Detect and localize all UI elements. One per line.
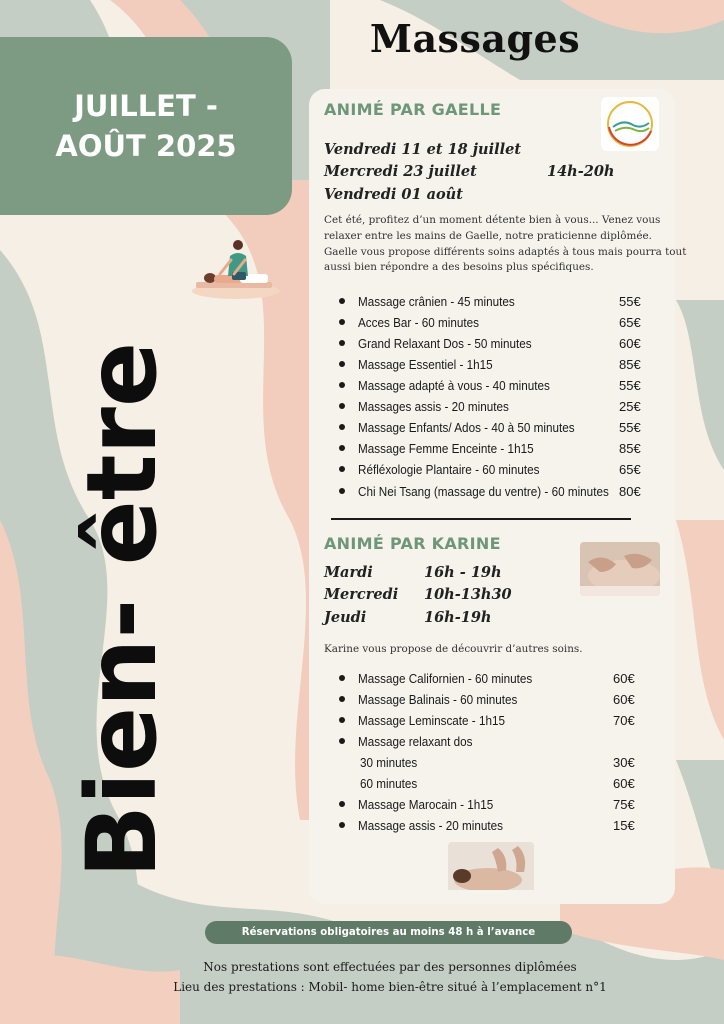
- schedule-hours: 10h-13h30: [424, 586, 512, 603]
- price-item-value: 15€: [613, 818, 635, 833]
- price-item-value: 60€: [613, 692, 635, 707]
- description-line: Cet été, profitez d’un moment détente bien à vous... Venez vous: [324, 214, 661, 226]
- price-item-label: 30 minutes: [360, 755, 418, 770]
- price-item-label: 60 minutes: [360, 776, 418, 791]
- price-item-value: 75€: [613, 797, 635, 812]
- price-item-value: 60€: [619, 336, 641, 351]
- reservation-banner-text: Réservations obligatoires au moins 48 h à l’avance: [241, 927, 536, 938]
- bullet-icon: [339, 738, 345, 744]
- bullet-icon: [339, 675, 345, 681]
- dates-line-2: AOÛT 2025: [55, 129, 237, 163]
- price-item-value: 80€: [619, 484, 641, 499]
- bullet-icon: [339, 717, 345, 723]
- bullet-icon: [339, 403, 345, 409]
- price-item-label: Massage adapté à vous - 40 minutes: [358, 378, 550, 393]
- footer-line-2: Lieu des prestations : Mobil- home bien-être situé à l’emplacement n°1: [173, 980, 607, 994]
- bullet-icon: [339, 466, 345, 472]
- price-item-label: Massage relaxant dos: [358, 734, 473, 749]
- bullet-icon: [339, 696, 345, 702]
- price-item-label: Massage Femme Enceinte - 1h15: [358, 441, 534, 456]
- relaxing-massage-photo-icon: [448, 842, 534, 900]
- price-item-value: 55€: [619, 420, 641, 435]
- page-title: Massages: [369, 16, 581, 61]
- bullet-icon: [339, 424, 345, 430]
- description-line: relaxer entre les mains de Gaelle, notre praticienne diplômée.: [324, 229, 652, 242]
- bullet-icon: [339, 445, 345, 451]
- bullet-icon: [339, 801, 345, 807]
- price-item-value: 25€: [619, 399, 641, 414]
- bullet-icon: [339, 488, 345, 494]
- bullet-icon: [339, 382, 345, 388]
- logo-icon: [601, 97, 659, 151]
- schedule-day: Jeudi: [324, 609, 367, 626]
- price-item-label: Massage Marocain - 1h15: [358, 797, 494, 812]
- price-item-label: Massage Balinais - 60 minutes: [358, 692, 518, 707]
- karine-description: Karine vous propose de découvrir d’autres soins.: [324, 643, 583, 655]
- price-item-label: Massages assis - 20 minutes: [358, 399, 509, 414]
- price-item-value: 70€: [613, 713, 635, 728]
- price-item-value: 60€: [613, 671, 635, 686]
- section-title-gaelle: ANIMÉ PAR GAELLE: [324, 100, 502, 119]
- schedule-hours: 16h - 19h: [424, 564, 502, 581]
- price-item-label: Réfléxologie Plantaire - 60 minutes: [358, 462, 540, 477]
- bullet-icon: [339, 822, 345, 828]
- schedule-hours: 14h-20h: [547, 163, 615, 180]
- reservation-banner: [205, 921, 572, 944]
- bullet-icon: [339, 340, 345, 346]
- price-item-value: 55€: [619, 294, 641, 309]
- price-item-label: Acces Bar - 60 minutes: [358, 315, 479, 330]
- section-title-karine: ANIMÉ PAR KARINE: [324, 534, 501, 553]
- gaelle-description: [324, 213, 686, 276]
- price-item-value: 85€: [619, 441, 641, 456]
- price-item-label: Massage Essentiel - 1h15: [358, 357, 493, 372]
- description-line: Gaelle vous propose différents soins adaptés à tous mais pourra tout: [324, 245, 687, 258]
- price-item-label: Massage Californien - 60 minutes: [358, 671, 533, 686]
- schedule-day: Mercredi 23 juillet: [324, 163, 477, 180]
- price-item-value: 60€: [613, 776, 635, 791]
- price-item-value: 65€: [619, 315, 641, 330]
- back-massage-photo-icon: [580, 542, 660, 596]
- dates-line-1: JUILLET -: [74, 89, 218, 123]
- price-item-value: 85€: [619, 357, 641, 372]
- schedule-day: Mardi: [324, 564, 373, 581]
- price-item-label: Massage assis - 20 minutes: [358, 818, 504, 833]
- price-item-label: Massage Enfants/ Ados - 40 à 50 minutes: [358, 420, 575, 435]
- price-item-value: 55€: [619, 378, 641, 393]
- bullet-icon: [339, 319, 345, 325]
- section-divider: [331, 518, 631, 520]
- date-box: [0, 37, 292, 215]
- vertical-title: Bien- être: [66, 341, 178, 879]
- price-item-label: Massage Leminscate - 1h15: [358, 713, 505, 728]
- price-item-label: Grand Relaxant Dos - 50 minutes: [358, 336, 532, 351]
- footer-line-1: Nos prestations sont effectuées par des personnes diplômées: [203, 960, 577, 974]
- description-line: aussi bien répondre a des besoins plus spécifiques.: [324, 261, 594, 274]
- bullet-icon: [339, 361, 345, 367]
- massage-illustration-icon: [190, 236, 282, 300]
- price-item-label: Massage crânien - 45 minutes: [358, 294, 515, 309]
- schedule-day: Vendredi 01 août: [324, 186, 463, 203]
- schedule-day: Mercredi: [324, 586, 399, 603]
- bullet-icon: [339, 298, 345, 304]
- price-item-label: Chi Nei Tsang (massage du ventre) - 60 minutes: [358, 484, 609, 499]
- price-item-value: 65€: [619, 462, 641, 477]
- schedule-hours: 16h-19h: [424, 609, 492, 626]
- price-item-value: 30€: [613, 755, 635, 770]
- schedule-day: Vendredi 11 et 18 juillet: [324, 141, 522, 158]
